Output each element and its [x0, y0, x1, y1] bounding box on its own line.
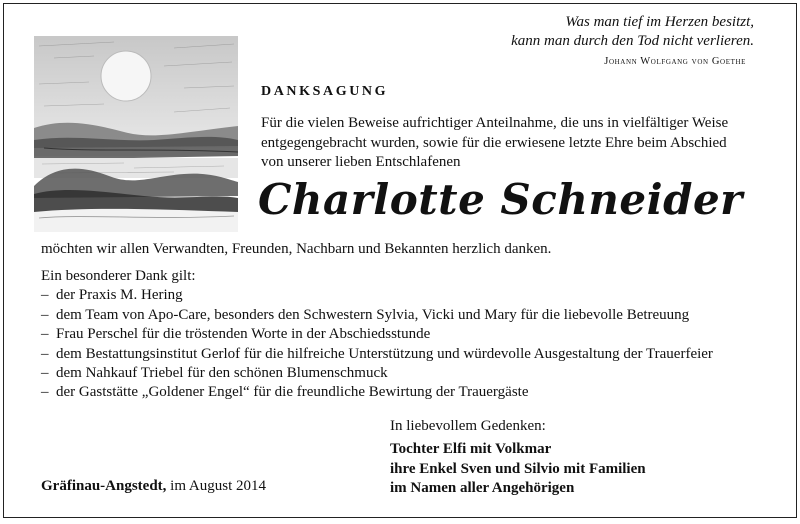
- list-item: – der Praxis M. Hering: [41, 287, 183, 304]
- list-item: – der Gaststätte „Goldener Engel“ für die freundliche Bewirtung der Trauergäste: [41, 384, 529, 401]
- list-item-text: dem Nahkauf Triebel für den schönen Blumenschmuck: [56, 365, 388, 382]
- place-town: Gräfinau-Angstedt,: [41, 478, 167, 494]
- quote-line: Was man tief im Herzen besitzt,: [565, 14, 754, 30]
- place-date-text: im August 2014: [170, 478, 267, 494]
- list-item: – dem Team von Apo-Care, besonders den Schwestern Sylvia, Vicki und Mary für die liebevolle Betreuung: [41, 306, 690, 323]
- deceased-name: Charlotte Schneider: [258, 175, 743, 224]
- special-thanks-title: Ein besonderer Dank gilt:: [41, 268, 196, 284]
- place-date: [41, 477, 266, 497]
- signer-line: Tochter Elfi mit Volkmar: [390, 441, 552, 457]
- memory-line: In liebevollem Gedenken:: [390, 418, 546, 434]
- quote-line: kann man durch den Tod nicht verlieren.: [511, 33, 754, 49]
- sun-over-landscape-sketch-icon: [34, 36, 238, 232]
- intro-text: [261, 114, 791, 173]
- list-item: – dem Bestattungsinstitut Gerlof für die hilfreiche Unterstützung und würdevolle Ausgestaltung der Trauerfeier: [41, 345, 713, 362]
- list-item: – Frau Perschel für die tröstenden Worte in der Abschiedsstunde: [41, 326, 431, 343]
- thanks-line: möchten wir allen Verwandten, Freunden, Nachbarn und Bekannten herzlich danken.: [41, 241, 552, 257]
- special-thanks: [41, 267, 713, 403]
- quote-author: Johann Wolfgang von Goethe: [604, 56, 746, 67]
- list-item-text: dem Team von Apo-Care, besonders den Schwestern Sylvia, Vicki und Mary für die liebevolle Betreuung: [56, 306, 690, 323]
- list-item-text: der Praxis M. Hering: [56, 287, 183, 304]
- list-item-text: Frau Perschel für die tröstenden Worte in der Abschiedsstunde: [56, 326, 431, 343]
- signers: [390, 440, 646, 499]
- intro-line: Für die vielen Beweise aufrichtiger Anteilnahme, die uns in vielfältiger Weise: [261, 115, 729, 131]
- list-item-text: der Gaststätte „Goldener Engel“ für die freundliche Bewirtung der Trauergäste: [56, 384, 529, 401]
- intro-line: von unserer lieben Entschlafenen: [261, 154, 461, 170]
- list-item: – dem Nahkauf Triebel für den schönen Blumenschmuck: [41, 365, 388, 382]
- heading: DANKSAGUNG: [261, 84, 389, 99]
- list-item-text: dem Bestattungsinstitut Gerlof für die hilfreiche Unterstützung und würdevolle Ausgestaltung der Trauerfeier: [56, 345, 713, 362]
- signer-line: im Namen aller Angehörigen: [390, 480, 575, 496]
- special-thanks-list: [41, 286, 713, 402]
- obituary-notice: [3, 3, 797, 518]
- intro-line: entgegengebracht wurden, sowie für die erwiesene letzte Ehre beim Abschied: [261, 134, 727, 151]
- signer-line: ihre Enkel Sven und Silvio mit Familien: [390, 460, 646, 477]
- goethe-quote: [511, 13, 754, 71]
